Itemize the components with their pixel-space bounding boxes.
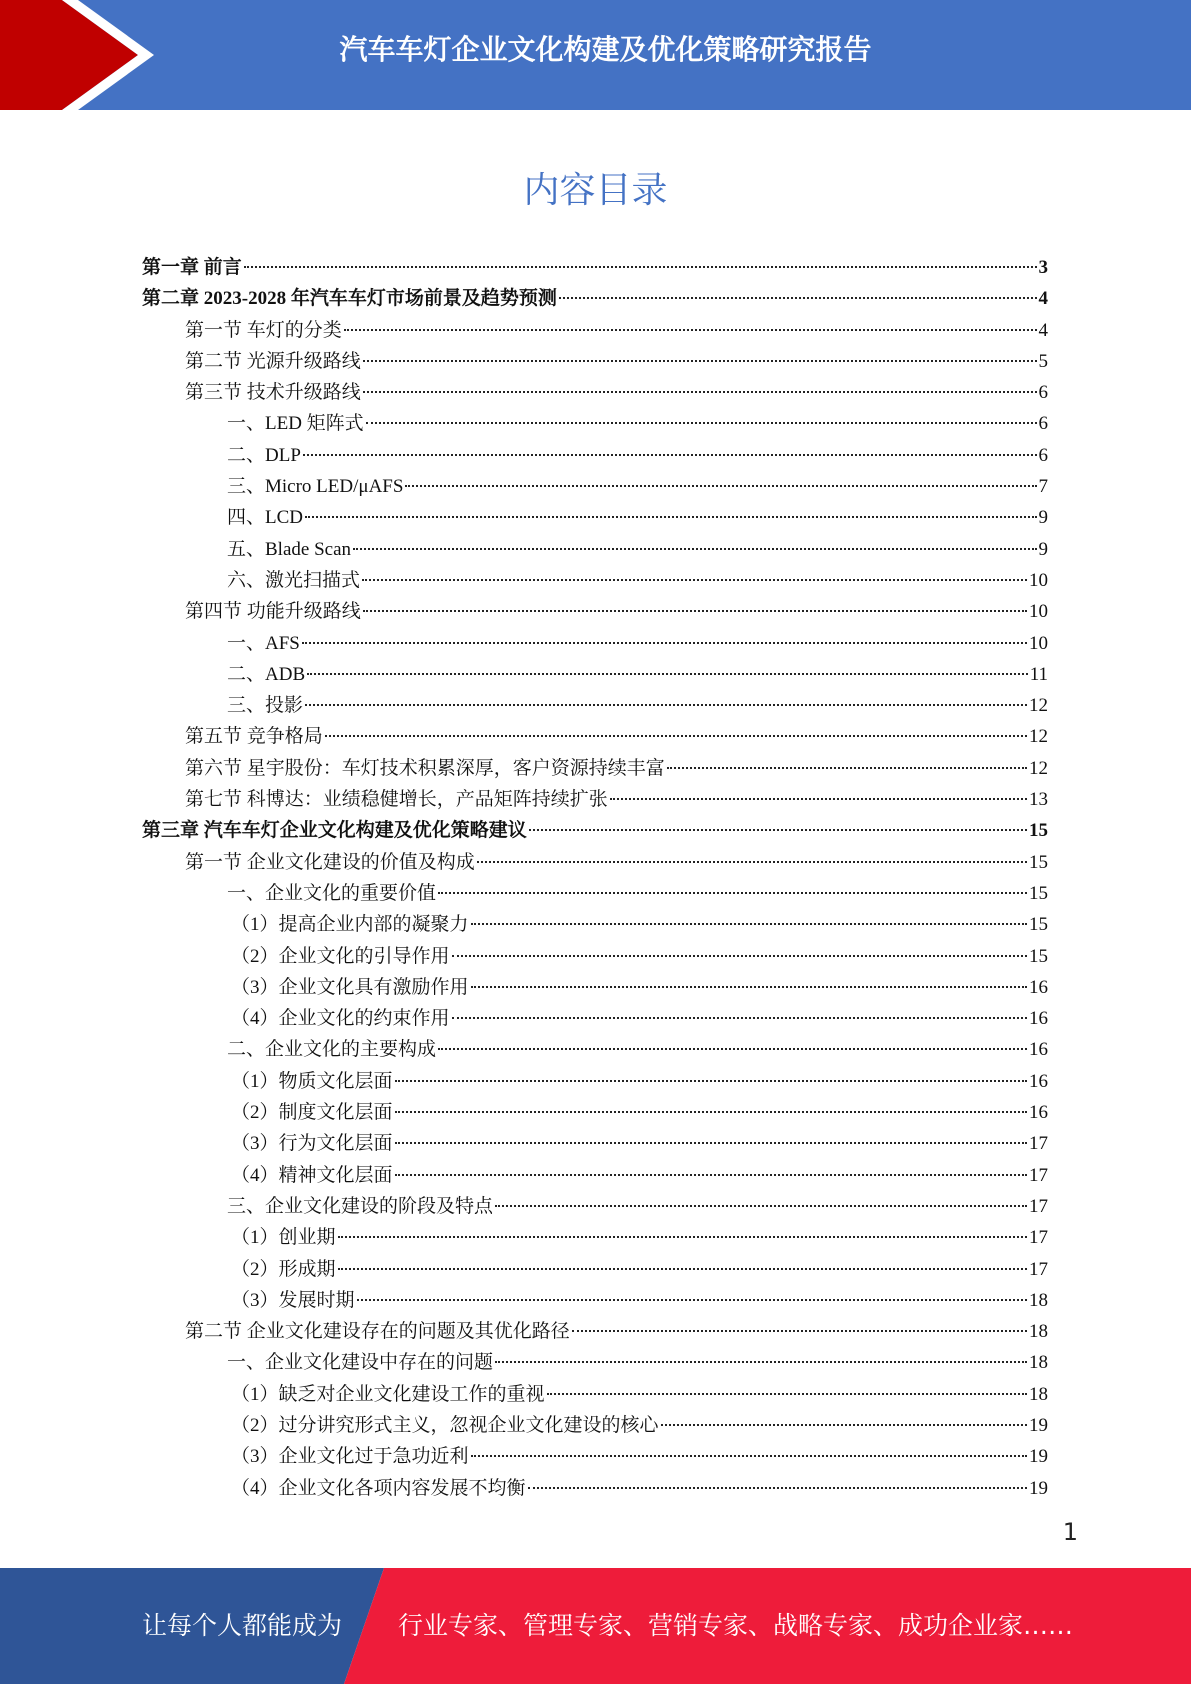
toc-entry-label: （2）形成期: [231, 1258, 336, 1280]
dot-leader: [325, 735, 1027, 737]
toc-entry[interactable]: [142, 815, 1048, 846]
toc-entry-page: 6: [1038, 413, 1048, 435]
dot-leader: [471, 1455, 1027, 1457]
dot-leader: [338, 1268, 1027, 1270]
toc-entry[interactable]: [142, 690, 1048, 721]
toc-entry-label: 四、LCD: [227, 507, 304, 529]
toc-entry-label: 第三章 汽车车灯企业文化构建及优化策略建议: [142, 820, 527, 842]
toc-entry[interactable]: [142, 1066, 1048, 1097]
toc-entry-label: （1）缺乏对企业文化建设工作的重视: [231, 1383, 545, 1405]
dot-leader: [363, 360, 1037, 362]
toc-entry-page: 10: [1029, 632, 1048, 654]
toc-entry-page: 11: [1029, 663, 1048, 685]
toc-entry-label: （2）企业文化的引导作用: [231, 945, 450, 967]
toc-entry-page: 18: [1029, 1352, 1048, 1374]
toc-entry-label: 第六节 星宇股份：车灯技术积累深厚，客户资源持续丰富: [185, 757, 665, 779]
toc-entry-page: 15: [1029, 851, 1048, 873]
dot-leader: [438, 1048, 1027, 1050]
toc-entry-page: 3: [1038, 257, 1048, 278]
dot-leader: [363, 391, 1037, 393]
header-title: 汽车车灯企业文化构建及优化策略研究报告: [339, 33, 872, 66]
dot-leader: [471, 986, 1027, 988]
dot-leader: [395, 1111, 1027, 1113]
toc-entry-page: 5: [1038, 350, 1048, 372]
dot-leader: [438, 892, 1027, 894]
toc-entry-label: 三、企业文化建设的阶段及特点: [227, 1195, 494, 1217]
toc-entry[interactable]: [142, 1003, 1048, 1034]
dot-leader: [559, 297, 1037, 299]
toc-entry[interactable]: [142, 1128, 1048, 1159]
dot-leader: [610, 798, 1027, 800]
toc-entry-label: 一、企业文化的重要价值: [227, 882, 437, 904]
toc-entry-page: 17: [1029, 1258, 1048, 1280]
toc-entry-page: 15: [1029, 914, 1048, 936]
toc-entry-page: 16: [1029, 1008, 1048, 1030]
toc-entry[interactable]: [142, 283, 1048, 314]
toc-entry-label: （1）提高企业内部的凝聚力: [231, 914, 469, 936]
toc-entry-page: 4: [1038, 319, 1048, 341]
dot-leader: [366, 422, 1037, 424]
toc-entry-page: 16: [1029, 1070, 1048, 1092]
toc-entry-page: 16: [1029, 1039, 1048, 1061]
toc-entry-label: （4）精神文化层面: [231, 1164, 393, 1186]
toc-entry[interactable]: [142, 878, 1048, 909]
toc-entry[interactable]: [142, 1222, 1048, 1253]
footer-slogan-right: 行业专家、管理专家、营销专家、战略专家、成功企业家……: [398, 1611, 1074, 1640]
toc-entry[interactable]: [142, 1160, 1048, 1191]
dot-leader: [307, 673, 1028, 675]
toc-entry-page: 16: [1029, 1102, 1048, 1124]
toc-entry-page: 10: [1029, 569, 1048, 591]
toc-entry-page: 17: [1029, 1195, 1048, 1217]
dot-leader: [572, 1330, 1027, 1332]
dot-leader: [353, 548, 1036, 550]
toc-entry-label: 五、Blade Scan: [227, 538, 352, 560]
toc-entry[interactable]: [142, 315, 1048, 346]
toc-entry[interactable]: [142, 721, 1048, 752]
toc-entry-page: 17: [1029, 1164, 1048, 1186]
toc-entry-page: 17: [1029, 1227, 1048, 1249]
page-number: 1: [1062, 1518, 1078, 1546]
toc-entry[interactable]: [142, 1254, 1048, 1285]
toc-entry-label: 第一节 车灯的分类: [185, 319, 342, 341]
dot-leader: [303, 454, 1037, 456]
toc-entry[interactable]: [142, 1379, 1048, 1410]
toc-entry[interactable]: [142, 941, 1048, 972]
toc-entry-page: 18: [1029, 1289, 1048, 1311]
toc-entry[interactable]: [142, 534, 1048, 565]
toc-entry-page: 10: [1029, 601, 1048, 623]
dot-leader: [338, 1236, 1027, 1238]
toc-entry-label: 第二节 企业文化建设存在的问题及其优化路径: [185, 1321, 570, 1343]
page-header: [0, 0, 1191, 110]
toc-entry[interactable]: [142, 596, 1048, 627]
toc-entry-page: 9: [1038, 538, 1048, 560]
dot-leader: [362, 579, 1027, 581]
toc-entry-page: 15: [1029, 820, 1048, 842]
dot-leader: [667, 767, 1027, 769]
dot-leader: [405, 485, 1036, 487]
dot-leader: [528, 1487, 1027, 1489]
toc-entry[interactable]: [142, 972, 1048, 1003]
toc-entry-label: 二、企业文化的主要构成: [227, 1039, 437, 1061]
toc-entry-page: 6: [1038, 382, 1048, 404]
toc-entry-label: 第二章 2023-2028 年汽车车灯市场前景及趋势预测: [142, 288, 557, 310]
dot-leader: [305, 704, 1027, 706]
toc-entry[interactable]: [142, 847, 1048, 878]
toc-entry-label: 第一章 前言: [142, 257, 242, 278]
toc-entry-label: 第七节 科博达：业绩稳健增长，产品矩阵持续扩张: [185, 789, 608, 811]
toc-entry-label: 一、AFS: [227, 632, 300, 654]
dot-leader: [363, 610, 1027, 612]
toc-entry[interactable]: [142, 909, 1048, 940]
toc-entry-page: 9: [1038, 507, 1048, 529]
dot-leader: [661, 1424, 1027, 1426]
toc-entry-label: （3）企业文化过于急功近利: [231, 1446, 469, 1468]
dot-leader: [305, 516, 1036, 518]
toc-entry[interactable]: [142, 1473, 1048, 1504]
toc-entry-page: 18: [1029, 1321, 1048, 1343]
toc-entry-page: 7: [1038, 476, 1048, 498]
toc-entry-label: （1）物质文化层面: [231, 1070, 393, 1092]
toc-entry-page: 15: [1029, 945, 1048, 967]
footer-slogan-left: 让每个人都能成为: [142, 1611, 343, 1640]
dot-leader: [395, 1142, 1027, 1144]
toc-entry[interactable]: [142, 1285, 1048, 1316]
toc-entry-label: 三、Micro LED/μAFS: [227, 476, 404, 498]
toc-entry-label: 第四节 功能升级路线: [185, 601, 361, 623]
toc-entry-label: （2）制度文化层面: [231, 1102, 393, 1124]
table-of-contents: [142, 252, 1048, 1504]
toc-entry-label: （3）企业文化具有激励作用: [231, 976, 469, 998]
toc-entry[interactable]: [142, 753, 1048, 784]
toc-entry-label: 第一节 企业文化建设的价值及构成: [185, 851, 475, 873]
dot-leader: [477, 861, 1027, 863]
toc-entry-page: 12: [1029, 695, 1048, 717]
toc-entry-page: 17: [1029, 1133, 1048, 1155]
toc-entry-page: 19: [1029, 1446, 1048, 1468]
toc-entry[interactable]: [142, 1347, 1048, 1378]
toc-entry-page: 13: [1029, 789, 1048, 811]
dot-leader: [357, 1299, 1027, 1301]
toc-entry[interactable]: [142, 440, 1048, 471]
toc-entry[interactable]: [142, 377, 1048, 408]
toc-entry-label: 第三节 技术升级路线: [185, 382, 361, 404]
dot-leader: [495, 1361, 1027, 1363]
toc-entry[interactable]: [142, 1097, 1048, 1128]
dot-leader: [302, 642, 1027, 644]
dot-leader: [471, 923, 1027, 925]
toc-entry[interactable]: [142, 471, 1048, 502]
toc-entry-label: （4）企业文化的约束作用: [231, 1008, 450, 1030]
toc-entry-label: （3）发展时期: [231, 1289, 355, 1311]
dot-leader: [452, 955, 1027, 957]
toc-entry-label: 一、企业文化建设中存在的问题: [227, 1352, 494, 1374]
toc-entry[interactable]: [142, 252, 1048, 283]
toc-entry-page: 19: [1029, 1414, 1048, 1436]
toc-entry-label: 一、LED 矩阵式: [227, 413, 364, 435]
page-footer: [0, 1568, 1191, 1684]
toc-entry[interactable]: [142, 1316, 1048, 1347]
toc-entry[interactable]: [142, 1441, 1048, 1472]
toc-entry-label: （4）企业文化各项内容发展不均衡: [231, 1477, 526, 1499]
toc-entry[interactable]: [142, 628, 1048, 659]
toc-entry[interactable]: [142, 784, 1048, 815]
toc-entry-page: 4: [1038, 288, 1048, 310]
toc-entry-page: 18: [1029, 1383, 1048, 1405]
dot-leader: [529, 829, 1027, 831]
toc-entry-page: 16: [1029, 976, 1048, 998]
toc-title: 内容目录: [523, 170, 668, 211]
toc-entry[interactable]: [142, 502, 1048, 533]
toc-entry-label: （1）创业期: [231, 1227, 336, 1249]
toc-entry[interactable]: [142, 659, 1048, 690]
toc-entry-label: 三、投影: [227, 695, 304, 717]
toc-entry[interactable]: [142, 346, 1048, 377]
toc-entry-page: 19: [1029, 1477, 1048, 1499]
dot-leader: [344, 329, 1037, 331]
toc-entry-label: （3）行为文化层面: [231, 1133, 393, 1155]
toc-entry-page: 12: [1029, 726, 1048, 748]
toc-entry[interactable]: [142, 1410, 1048, 1441]
toc-entry-page: 6: [1038, 444, 1048, 466]
dot-leader: [244, 266, 1037, 268]
dot-leader: [495, 1205, 1027, 1207]
toc-entry-page: 15: [1029, 882, 1048, 904]
toc-entry-label: 六、激光扫描式: [227, 569, 361, 591]
toc-entry[interactable]: [142, 1034, 1048, 1065]
toc-entry-label: 二、DLP: [227, 444, 301, 466]
toc-entry[interactable]: [142, 565, 1048, 596]
toc-entry-label: 第五节 竞争格局: [185, 726, 323, 748]
toc-entry-label: （2）过分讲究形式主义，忽视企业文化建设的核心: [231, 1414, 659, 1436]
dot-leader: [395, 1080, 1027, 1082]
dot-leader: [395, 1174, 1027, 1176]
dot-leader: [547, 1393, 1027, 1395]
toc-entry[interactable]: [142, 408, 1048, 439]
toc-entry-page: 12: [1029, 757, 1048, 779]
dot-leader: [452, 1017, 1027, 1019]
toc-entry-label: 二、ADB: [227, 663, 306, 685]
toc-entry-label: 第二节 光源升级路线: [185, 350, 361, 372]
toc-entry[interactable]: [142, 1191, 1048, 1222]
